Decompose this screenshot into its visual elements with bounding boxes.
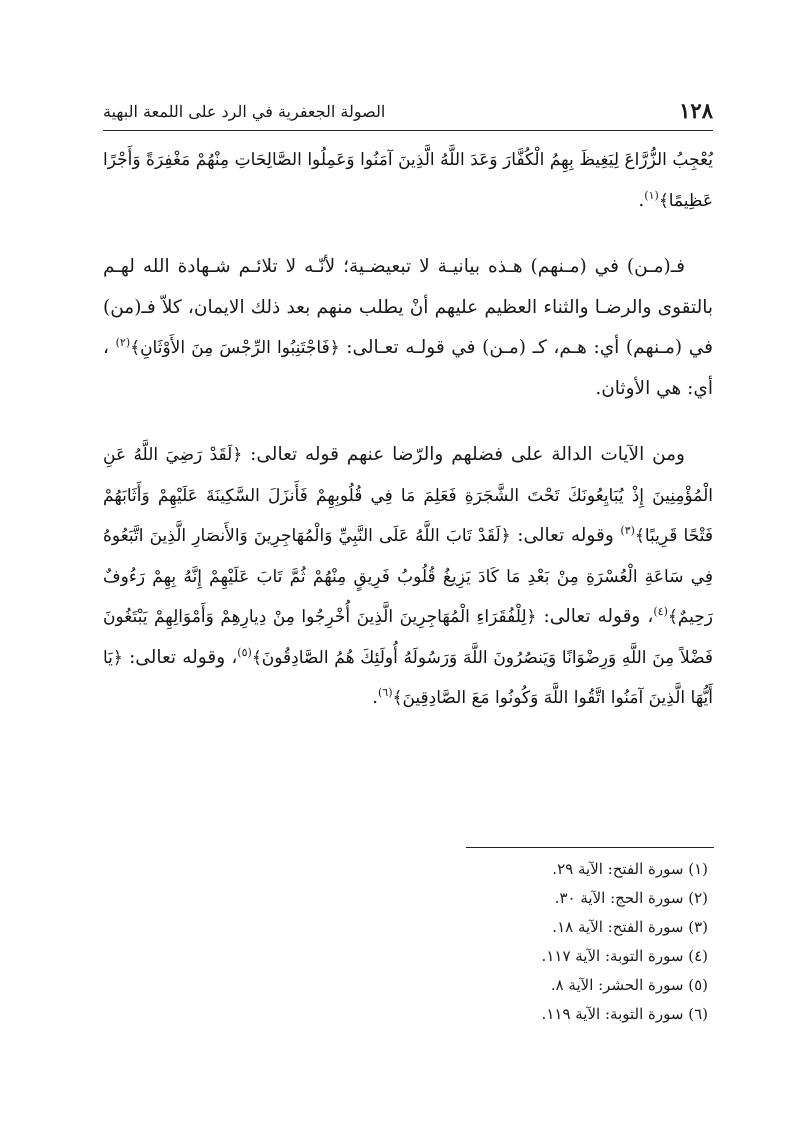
footnote-ref[interactable]: (٥): [237, 645, 252, 659]
footnote-ref[interactable]: (٢): [115, 335, 131, 349]
paragraph-text: ، أي: هي الأوثان.: [103, 337, 713, 399]
footnote-separator: [466, 847, 714, 848]
running-header: [103, 96, 713, 131]
paragraph-text: ، وقوله تعالى:: [129, 646, 238, 668]
quran-verse: ﴿لَقَدْ رَضِيَ اللَّهُ عَنِ الْمُؤْمِنِينَ إِذْ يُبَايِعُونَكَ تَحْتَ الشَّجَرَةِ فَعَلِمَ مَا فِي قُلُوبِهِمْ فَأَنزَلَ السَّكِينَةَ عَلَيْهِمْ وَأَثَابَهُمْ فَتْحًا قَرِيبًا﴾: [103, 445, 713, 546]
paragraph-verses: [103, 435, 713, 719]
quran-verse: ﴿فَاجْتَنِبُوا الرِّجْسَ مِنَ الأَوْثَانِ﴾: [130, 338, 340, 358]
footnote-ref[interactable]: (٣): [620, 523, 635, 537]
quran-verse: ﴿لِلْفُقَرَاءِ الْمُهَاجِرِينَ الَّذِينَ أُخْرِجُوا مِنْ دِيارِهِمْ وَأَمْوَالِهِمْ يَبْتَغُونَ فَضْلاً مِنَ اللَّهِ وَرِضْوَانًا وَيَنصُرُونَ اللَّهَ وَرَسُولَهُ أُولَئِكَ هُمُ الصَّادِقُونَ﴾: [103, 607, 713, 668]
footnote-item: (٥) سورة الحشر: الآية ٨.: [550, 976, 708, 994]
paragraph-text: وقوله تعالى:: [517, 525, 614, 546]
footnote-item: (٦) سورة التوبة: الآية ١١٩.: [541, 1005, 708, 1023]
quran-verse: ﴿يَا أَيُّهَا الَّذِينَ آمَنُوا اتَّقُوا اللَّهَ وَكُونُوا مَعَ الصَّادِقِينَ﴾: [103, 647, 713, 708]
footnote-item: (٢) سورة الحج: الآية ٣٠.: [554, 889, 708, 907]
footnote-ref[interactable]: (٦): [377, 685, 393, 699]
quran-verse-end: عَظِيمًا﴾: [658, 190, 713, 211]
footnote-item: (١) سورة الفتح: الآية ٢٩.: [552, 860, 708, 878]
quran-verse-line: يُعْجِبُ الزُّرَّاعَ لِيَغِيظَ بِهِمُ الْكُفَّارَ وَعَدَ اللَّهُ الَّذِينَ آمَنُوا وَعَمِلُوا الصَّالِحَاتِ مِنْهُمْ مَغْفِرَةً وَأَجْرًا: [103, 150, 713, 170]
paragraph-text: فـ(مـن) في (مـنهم) هـذه بيانيـة لا تبعيضـية؛ لأنّـه لا تلائـم شـهادة الله لهـم بالتقوى والرضـا والثناء العظيم عليهم أنْ يطلب منهم بعد ذلك الايمان، كلاّ فـ(من) في (مـنهم) أي: هـم، كـ (مـن) في قولـه تعـالى:: [103, 256, 713, 358]
punctuation: .: [638, 189, 645, 211]
footnote-item: (٣) سورة الفتح: الآية ١٨.: [552, 918, 708, 936]
paragraph-text: ، وقوله تعالى:: [543, 606, 654, 627]
punctuation: .: [372, 687, 378, 708]
verse-continuation-paragraph: [103, 140, 713, 221]
page-number: ١٢٨: [679, 98, 713, 123]
footnote-ref[interactable]: (١): [644, 188, 659, 202]
quran-verse: ﴿لَقَدْ تَابَ اللَّهُ عَلَى النَّبِيِّ وَالْمُهَاجِرِينَ وَالأَنصَارِ الَّذِينَ اتَّبَعُوهُ فِي سَاعَةِ الْعُسْرَةِ مِنْ بَعْدِ مَا كَادَ يَزِيغُ قُلُوبُ فَرِيقٍ مِنْهُمْ ثُمَّ تَابَ عَلَيْهِمْ إِنَّهُ بِهِمْ رَءُوفٌ رَحِيمٌ﴾: [103, 526, 713, 627]
footnote-item: (٤) سورة التوبة: الآية ١١٧.: [541, 947, 708, 965]
header-title: الصولة الجعفرية في الرد على اللمعة البهية: [103, 102, 386, 121]
footnotes-list: [103, 855, 708, 1029]
body-text: [103, 140, 713, 745]
paragraph-min-explanation: [103, 247, 713, 409]
paragraph-text: ومن الآيات الدالة على فضلهم والرّضا عنهم قوله تعالى:: [250, 444, 685, 465]
footnote-ref[interactable]: (٤): [653, 604, 668, 618]
